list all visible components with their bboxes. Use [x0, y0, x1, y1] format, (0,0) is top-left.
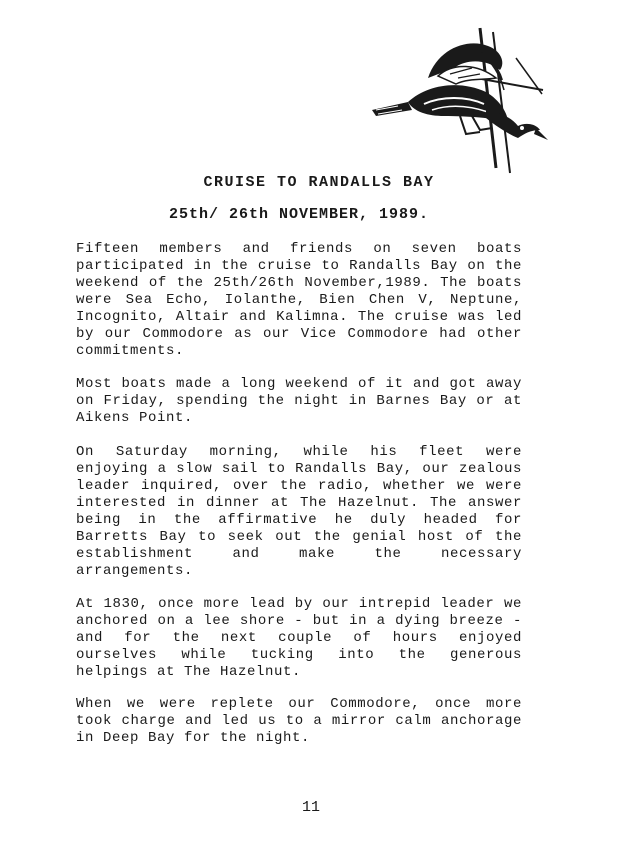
paragraph: On Saturday morning, while his fleet were enjoying a slow sail to Randalls Bay, our zealous leader inquired, over the radio, whether we were interested in dinner at The Hazelnut. The answer being in the affirmative he duly headed for Barretts Bay to seek out the genial host of the establishment and make the necessary arrangements.	[76, 444, 522, 579]
bird-on-mast-emblem-icon	[368, 18, 548, 188]
paragraph: Most boats made a long weekend of it and got away on Friday, spending the night in Barnes Bay or at Aikens Point.	[76, 376, 522, 426]
paragraph: When we were replete our Commodore, once more took charge and led us to a mirror calm anchorage in Deep Bay for the night.	[76, 696, 522, 746]
article-title: CRUISE TO RANDALLS BAY	[203, 174, 435, 191]
paragraph: At 1830, once more lead by our intrepid leader we anchored on a lee shore - but in a dying breeze - and for the next couple of hours enjoyed ourselves while tucking into the generous helpings at The Hazelnut.	[76, 596, 522, 680]
page-number: 11	[301, 799, 320, 816]
article-date: 25th/ 26th NOVEMBER, 1989.	[168, 206, 430, 223]
paragraph: Fifteen members and friends on seven boats participated in the cruise to Randalls Bay on the weekend of the 25th/26th November,1989. The boats were Sea Echo, Iolanthe, Bien Chen V, Neptune, Incognito, Altair and Kalimna. The cruise was led by our Commodore as our Vice Commodore had other commitments.	[76, 241, 522, 359]
